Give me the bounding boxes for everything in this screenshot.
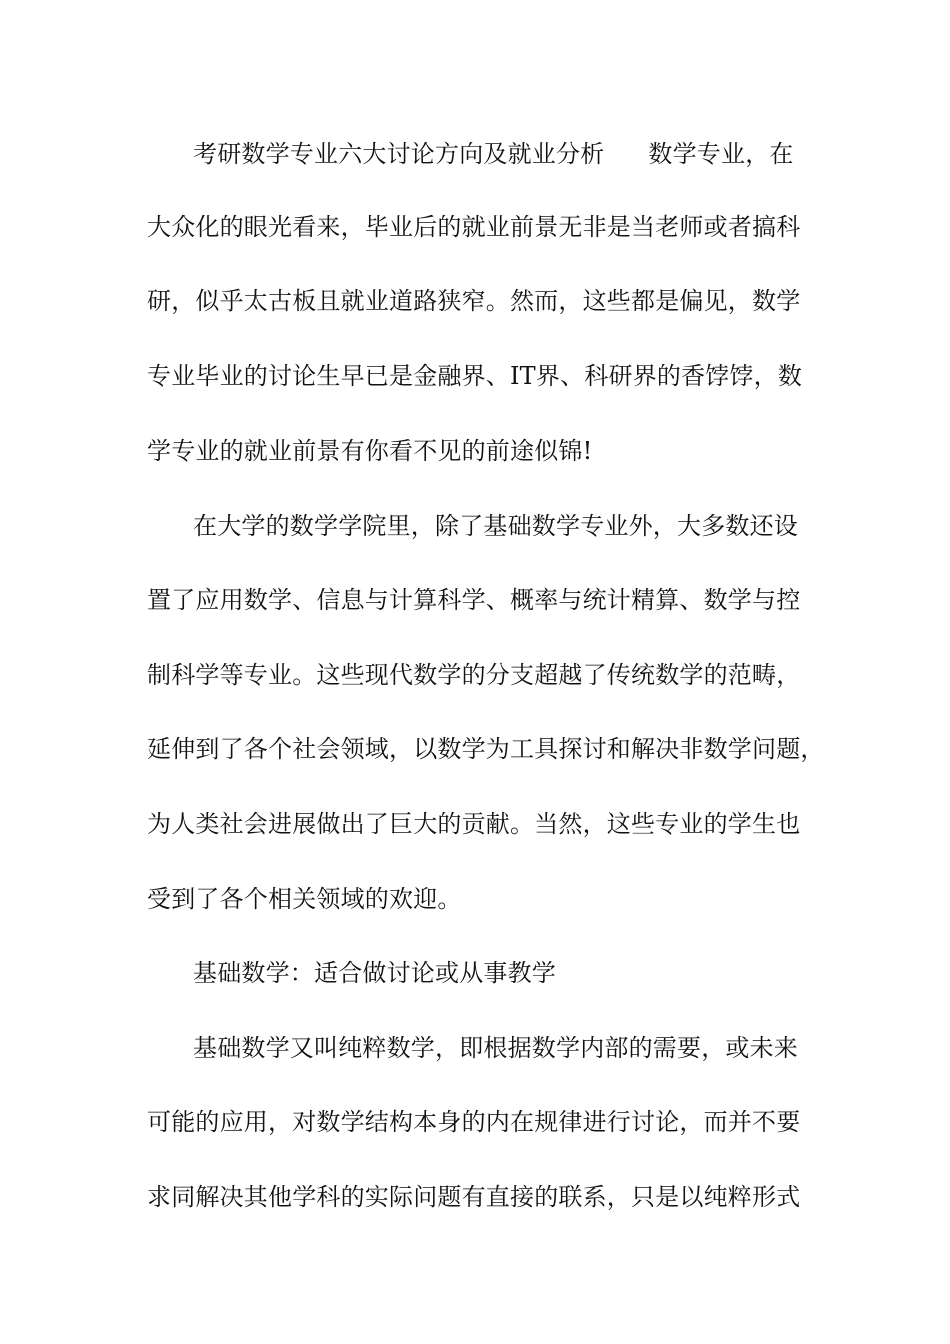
paragraph-line: 在大学的数学学院里，除了基础数学专业外，大多数还设 bbox=[193, 512, 798, 540]
paragraph-line: 研，似乎太古板且就业道路狭窄。然而，这些都是偏见，数学 bbox=[147, 287, 801, 315]
paragraph-line: 大众化的眼光看来，毕业后的就业前景无非是当老师或者搞科 bbox=[147, 213, 801, 241]
paragraph-line: 为人类社会进展做出了巨大的贡献。当然，这些专业的学生也 bbox=[147, 810, 801, 838]
paragraph-line: 专业毕业的讨论生早已是金融界、IT界、科研界的香饽饽，数 bbox=[147, 362, 803, 390]
first-line bbox=[193, 138, 833, 170]
paragraph-line: 延伸到了各个社会领域，以数学为工具探讨和解决非数学问题， bbox=[147, 735, 825, 763]
paragraph-line: 受到了各个相关领域的欢迎。 bbox=[147, 885, 462, 913]
paragraph-line: 可能的应用，对数学结构本身的内在规律进行讨论，而并不要 bbox=[147, 1108, 801, 1136]
paragraph-line: 置了应用数学、信息与计算科学、概率与统计精算、数学与控 bbox=[147, 586, 801, 614]
paragraph-line: 数学专业，在 bbox=[648, 140, 794, 168]
paragraph-line: 基础数学又叫纯粹数学，即根据数学内部的需要，或未来 bbox=[193, 1034, 798, 1062]
paragraph-line: 学专业的就业前景有你看不见的前途似锦! bbox=[147, 437, 593, 465]
section-heading: 基础数学：适合做讨论或从事教学 bbox=[193, 959, 556, 987]
paragraph-line: 求同解决其他学科的实际问题有直接的联系，只是以纯粹形式 bbox=[147, 1183, 801, 1211]
paragraph-line: 制科学等专业。这些现代数学的分支超越了传统数学的范畴， bbox=[147, 661, 801, 689]
document-title: 考研数学专业六大讨论方向及就业分析 bbox=[193, 140, 605, 168]
